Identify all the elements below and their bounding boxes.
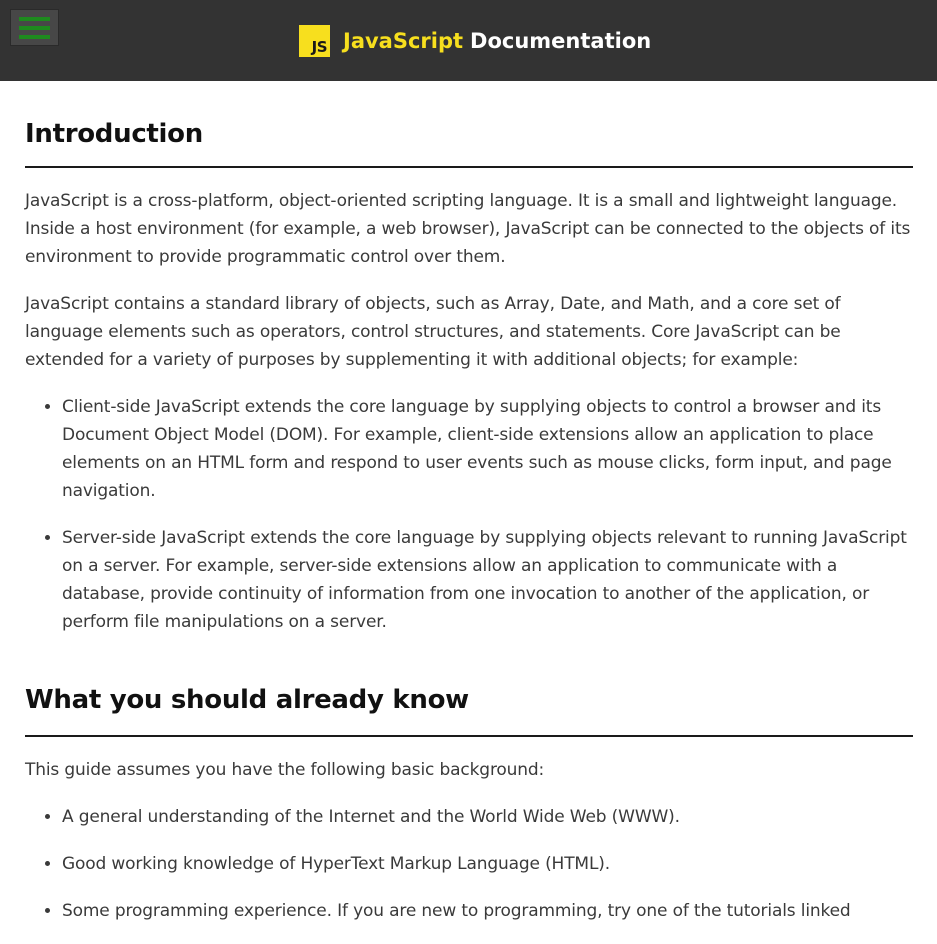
main-content	[25, 81, 913, 944]
introduction-section	[25, 81, 913, 636]
what-you-should-know-section	[25, 681, 913, 925]
intro-list	[25, 393, 913, 636]
list-item: • Some programming experience. If you are new to programming, try one of the tutorials linked	[62, 897, 913, 925]
intro-paragraph: JavaScript contains a standard library of objects, such as Array, Date, and Math, and a core set of language elements such as operators, control structures, and statements. Core JavaScript can be extended for a variety of purposes by supplementing it with additional objects; for example:	[25, 294, 841, 370]
list-item: • Client-side JavaScript extends the core language by supplying objects to control a browser and its Document Object Model (DOM). For example, client-side extensions allow an application to place elements on an HTML form and respond to user events such as mouse clicks, form input, and page navigation.	[62, 393, 913, 505]
hamburger-icon	[19, 17, 50, 21]
introduction-heading: Introduction	[25, 81, 913, 168]
know-list	[25, 803, 913, 925]
know-paragraph: This guide assumes you have the following basic background:	[25, 760, 545, 780]
list-item: • Good working knowledge of HyperText Markup Language (HTML).	[62, 850, 913, 878]
list-item: • Server-side JavaScript extends the core language by supplying objects relevant to running JavaScript on a server. For example, server-side extensions allow an application to communicate with a database, provide continuity of information from one invocation to another of the application, or perform file manipulations on a server.	[62, 524, 913, 636]
brand	[299, 25, 651, 57]
js-logo-text: JS	[311, 38, 327, 56]
hamburger-menu-button[interactable]	[10, 9, 59, 46]
js-logo-icon	[299, 25, 330, 57]
brand-javascript: JavaScript	[343, 29, 464, 53]
hamburger-icon-bar	[19, 26, 50, 30]
top-navbar	[0, 0, 937, 81]
intro-paragraph: JavaScript is a cross-platform, object-oriented scripting language. It is a small and lightweight language. Inside a host environment (for example, a web browser), JavaScript can be connected to the objects of its environment to provide programmatic control over them.	[25, 191, 911, 267]
brand-documentation: Documentation	[470, 29, 652, 53]
list-item: • A general understanding of the Internet and the World Wide Web (WWW).	[62, 803, 913, 831]
what-you-should-know-heading: What you should already know	[25, 681, 913, 737]
hamburger-icon-bar	[19, 35, 50, 39]
